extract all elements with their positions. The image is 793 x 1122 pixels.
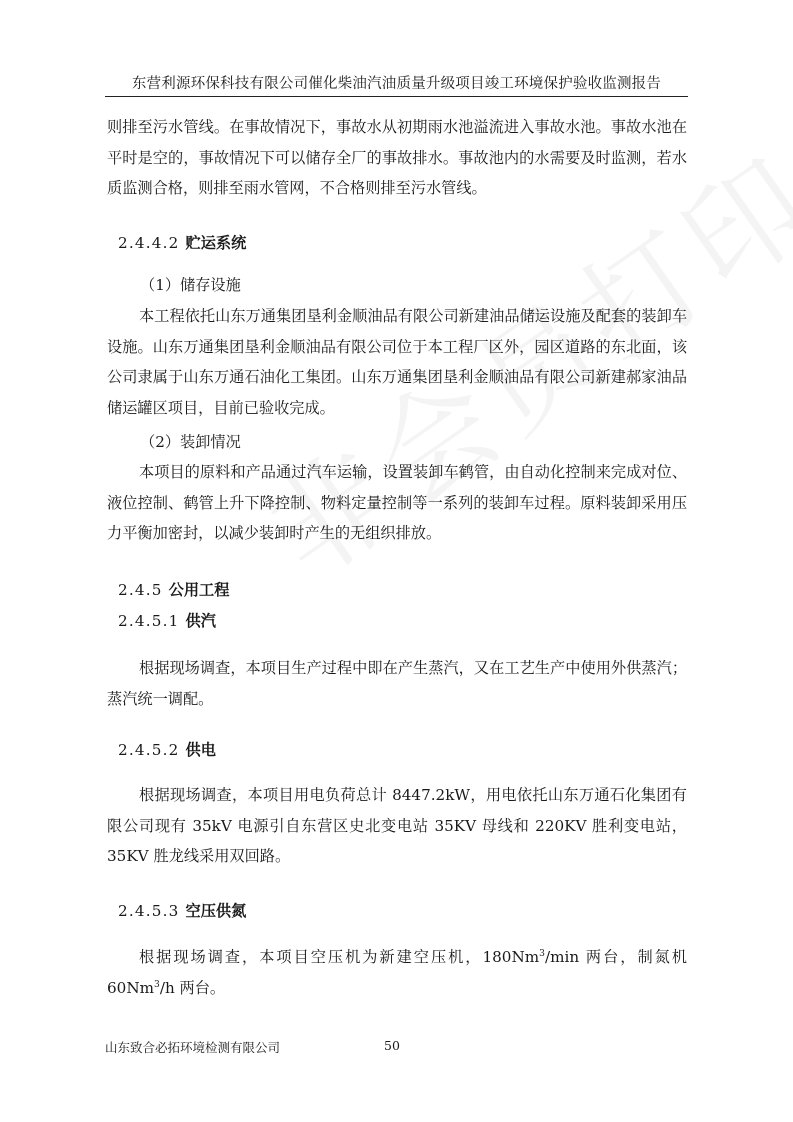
- heading-2-4-4-2: [118, 232, 246, 254]
- text-run: 根据现场调查，本项目空压机为新建空压机，180Nm: [139, 948, 540, 966]
- heading-number: 2.4.4.2: [118, 234, 180, 252]
- heading-2-4-5: [118, 579, 229, 601]
- heading-number: 2.4.5.1: [118, 612, 180, 630]
- paragraph-steam: 根据现场调查，本项目生产过程中即在产生蒸汽，又在工艺生产中使用外供蒸汽；蒸汽统一调配。: [107, 659, 687, 708]
- paragraph-storage: 本工程依托山东万通集团垦利金顺油品有限公司新建油品储运设施及配套的装卸车设施。山东万通集团垦利金顺油品有限公司位于本工程厂区外，园区道路的东北面，该公司隶属于山东万通石油化工集团。山东万通集团垦利金顺油品有限公司新建郝家油品储运罐区项目，目前已验收完成。: [107, 307, 687, 417]
- footer-company: 山东致合必拓环境检测有限公司: [105, 1040, 281, 1055]
- paragraph-loading: 本项目的原料和产品通过汽车运输，设置装卸车鹤管，由自动化控制来完成对位、液位控制、鹤管上升下降控制、物料定量控制等一系列的装卸车过程。原料装卸采用压力平衡加密封，以减少装卸时产生的无组织排放。: [107, 463, 687, 542]
- superscript: 3: [539, 948, 545, 959]
- heading-number: 2.4.5: [118, 581, 163, 599]
- header-rule: [105, 96, 688, 97]
- paragraph-accident-water: 则排至污水管线。在事故情况下，事故水从初期雨水池溢流进入事故水池。事故水池在平时是空的，事故情况下可以储存全厂的事故排水。事故池内的水需要及时监测，若水质监测合格，则排至雨水管网，不合格则排至污水管线。: [107, 118, 687, 197]
- heading-number: 2.4.5.3: [118, 902, 180, 920]
- heading-title: 供汽: [185, 612, 216, 630]
- heading-2-4-5-3: [118, 900, 246, 922]
- page-number: 50: [384, 1038, 400, 1053]
- text-run: /h 两台。: [159, 978, 226, 997]
- subheading-storage: （1）储存设施: [140, 276, 241, 294]
- paragraph-power: 根据现场调查，本项目用电负荷总计 8447.2kW，用电依托山东万通石化集团有限公司现有 35kV 电源引自东营区史北变电站 35KV 母线和 220KV 胜利变电站，35KV 胜龙线采用双回路。: [107, 786, 687, 865]
- subheading-loading: （2）装卸情况: [140, 433, 241, 451]
- heading-title: 公用工程: [168, 581, 230, 599]
- heading-title: 供电: [185, 741, 216, 759]
- page-header: 东营利源环保科技有限公司催化柴油汽油质量升级项目竣工环境保护验收监测报告: [131, 76, 662, 92]
- text-run: /min 两台，制氮机 60Nm: [107, 948, 687, 997]
- heading-2-4-5-2: [118, 739, 216, 761]
- heading-2-4-5-1: [118, 610, 216, 632]
- heading-title: 贮运系统: [185, 234, 247, 252]
- superscript: 3: [154, 979, 160, 990]
- paragraph-air-nitrogen: [107, 942, 687, 1003]
- heading-number: 2.4.5.2: [118, 741, 180, 759]
- heading-title: 空压供氮: [185, 902, 247, 920]
